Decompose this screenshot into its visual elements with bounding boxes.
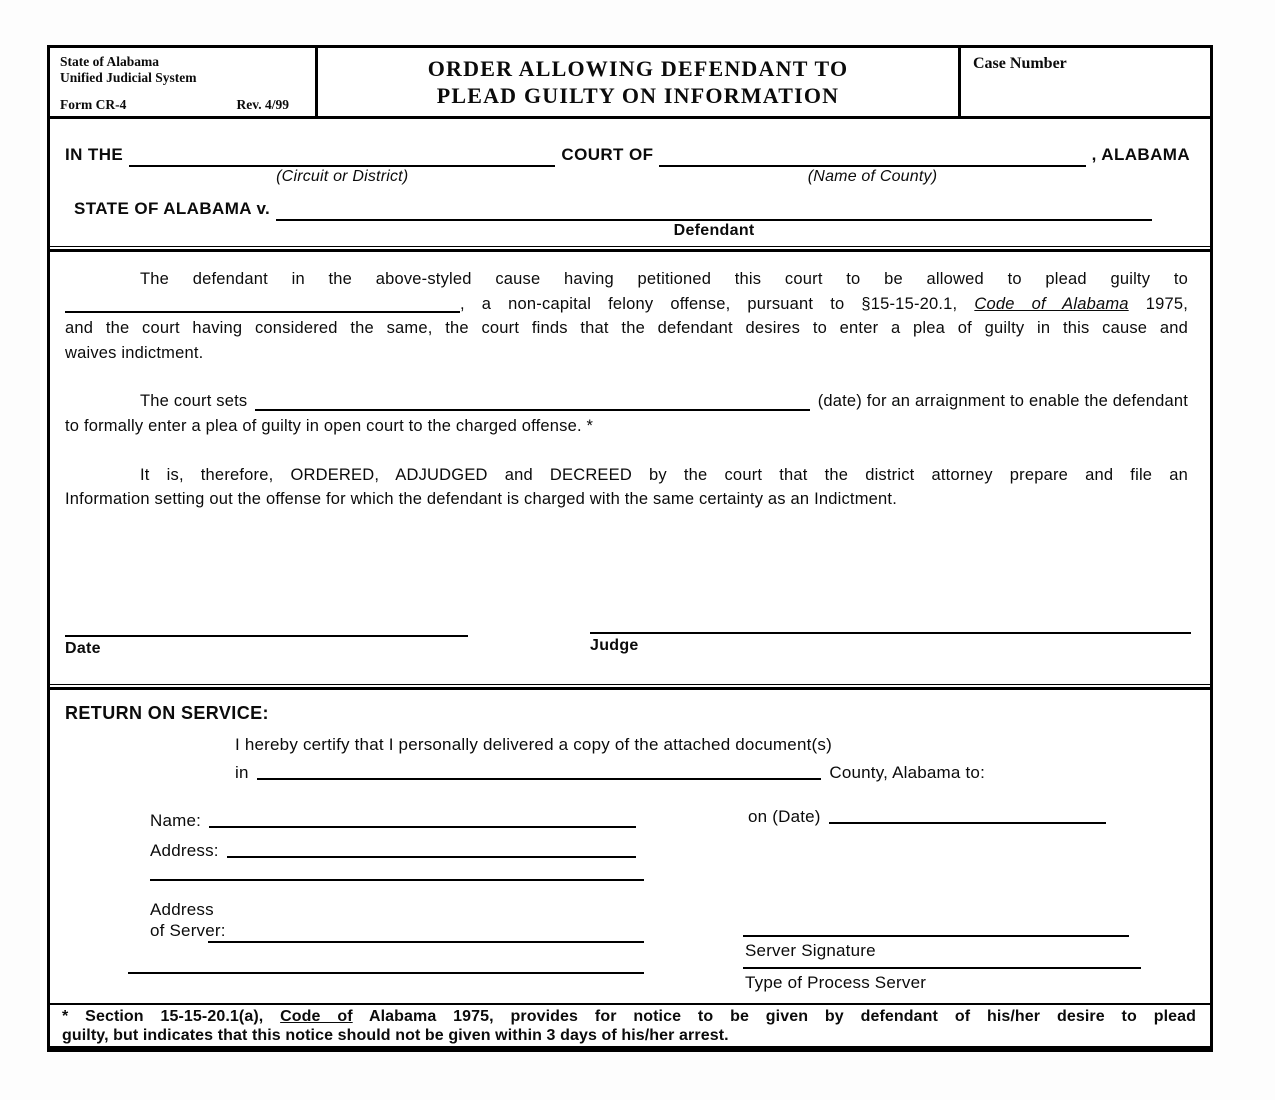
statute-year: 1975, bbox=[1128, 294, 1188, 313]
judge-label: Judge bbox=[590, 637, 639, 654]
footnote bbox=[50, 1003, 1210, 1045]
order-paragraph3-line2: Information setting out the offense for which the defendant is charged with the same certainty as an Indictment. bbox=[65, 490, 897, 509]
form-id-block bbox=[50, 48, 318, 116]
judge-line bbox=[590, 632, 1191, 634]
server-address-continuation-line bbox=[128, 972, 644, 974]
order-section bbox=[50, 253, 1210, 683]
order-paragraph2-line2: to formally enter a plea of guilty in open court to the charged offense. * bbox=[65, 416, 594, 435]
name-row bbox=[150, 811, 644, 831]
statute-text: , a non-capital felony offense, pursuant to §15-15-20.1, bbox=[460, 294, 975, 313]
county-line bbox=[235, 763, 985, 783]
org-line1: State of Alabama bbox=[60, 54, 159, 69]
order-paragraph1-line1: The defendant in the above-styled cause having petitioned this court to be allowed to plead guilty to bbox=[140, 270, 1188, 288]
order-paragraph1-line2 bbox=[65, 292, 1188, 317]
court-line bbox=[65, 145, 1191, 185]
address-blank-line bbox=[227, 841, 636, 858]
form-title-line1: ORDER ALLOWING DEFENDANT TO bbox=[427, 56, 849, 81]
court-of-label: COURT OF bbox=[561, 145, 654, 164]
alabama-suffix: , ALABAMA bbox=[1091, 145, 1191, 164]
paragraph-indent bbox=[65, 389, 140, 414]
order-paragraph1-line2-text bbox=[460, 292, 1188, 317]
paragraph-gap bbox=[65, 439, 1188, 463]
process-server-type-label: Type of Process Server bbox=[745, 973, 927, 992]
date-signature-area bbox=[65, 635, 468, 658]
form-title-line2: PLEAD GUILTY ON INFORMATION bbox=[436, 83, 840, 108]
form-code-row bbox=[60, 97, 305, 113]
footnote-line2: guilty, but indicates that this notice should not be given within 3 days of his/her arrest. bbox=[62, 1026, 729, 1044]
footnote-line1 bbox=[62, 1008, 1196, 1027]
server-signature-label: Server Signature bbox=[745, 941, 876, 960]
versus-label: STATE OF ALABAMA v. bbox=[74, 199, 271, 218]
in-the-label: IN THE bbox=[65, 145, 124, 164]
defendant-name-blank-line bbox=[276, 199, 1152, 239]
server-address-label bbox=[150, 899, 226, 941]
form-cr4 bbox=[47, 45, 1213, 1052]
server-address-label-line2: of Server: bbox=[150, 921, 226, 940]
court-sets-label: The court sets bbox=[140, 392, 248, 411]
in-label: in bbox=[235, 763, 249, 782]
address-continuation-line bbox=[150, 879, 644, 881]
court-name-blank-line bbox=[129, 145, 555, 185]
footnote-rest: Alabama 1975, provides for notice to be given by defendant of his/her desire to plead bbox=[352, 1008, 1196, 1025]
case-number-box bbox=[958, 48, 1210, 116]
server-address-label-line1: Address bbox=[150, 900, 214, 919]
section-divider bbox=[50, 683, 1210, 691]
on-date-blank-line bbox=[829, 807, 1106, 824]
versus-line bbox=[74, 199, 1158, 239]
county-name-blank-line bbox=[659, 145, 1085, 185]
circuit-or-district-hint: (Circuit or District) bbox=[276, 168, 409, 185]
date-line bbox=[65, 635, 468, 637]
order-paragraph1-line3: and the court having considered the same, the court finds that the defendant desires to enter a plea of guilty in this cause and bbox=[65, 319, 1188, 338]
return-on-service-heading: RETURN ON SERVICE: bbox=[65, 703, 269, 723]
org-line2: Unified Judicial System bbox=[60, 70, 197, 85]
on-date-row bbox=[748, 807, 1114, 827]
offense-blank-line bbox=[65, 292, 460, 314]
footnote-lead: * Section 15-15-20.1(a), bbox=[62, 1008, 281, 1025]
process-server-type-line bbox=[743, 967, 1141, 969]
server-signature-line bbox=[743, 935, 1129, 937]
paragraph-gap bbox=[65, 365, 1188, 389]
defendant-label: Defendant bbox=[673, 222, 755, 239]
form-code: Form CR-4 bbox=[60, 97, 127, 112]
form-header bbox=[50, 48, 1210, 119]
date-tail-text: (date) for an arraignment to enable the defendant bbox=[817, 392, 1188, 411]
section-divider bbox=[50, 245, 1210, 253]
footnote-code-citation: Code of bbox=[280, 1008, 353, 1025]
judge-signature-area bbox=[590, 632, 1191, 655]
service-county-blank-line bbox=[257, 763, 822, 780]
address-label: Address: bbox=[150, 841, 219, 860]
case-number-label: Case Number bbox=[973, 55, 1067, 72]
name-blank-line bbox=[209, 811, 636, 828]
order-paragraph3-line1: It is, therefore, ORDERED, ADJUDGED and DECREED by the court that the district attorney prepare and file an bbox=[140, 465, 1188, 484]
date-label: Date bbox=[65, 640, 101, 657]
arraignment-date-blank-line bbox=[255, 389, 809, 411]
certify-statement: I hereby certify that I personally delivered a copy of the attached document(s) bbox=[235, 735, 832, 754]
order-paragraph1-line4: waives indictment. bbox=[65, 343, 204, 362]
county-alabama-suffix: County, Alabama to: bbox=[829, 763, 985, 782]
form-title bbox=[318, 48, 958, 116]
name-label: Name: bbox=[150, 811, 202, 830]
return-on-service-section bbox=[50, 691, 1210, 1003]
court-caption bbox=[50, 119, 1210, 245]
order-paragraph2-line1 bbox=[65, 389, 1188, 414]
server-address-blank-line bbox=[208, 941, 644, 943]
name-of-county-hint: (Name of County) bbox=[807, 168, 938, 185]
code-of-alabama-citation: Code of Alabama bbox=[974, 294, 1129, 313]
form-revision: Rev. 4/99 bbox=[236, 97, 289, 112]
address-row bbox=[150, 841, 644, 861]
on-date-label: on (Date) bbox=[748, 807, 821, 826]
